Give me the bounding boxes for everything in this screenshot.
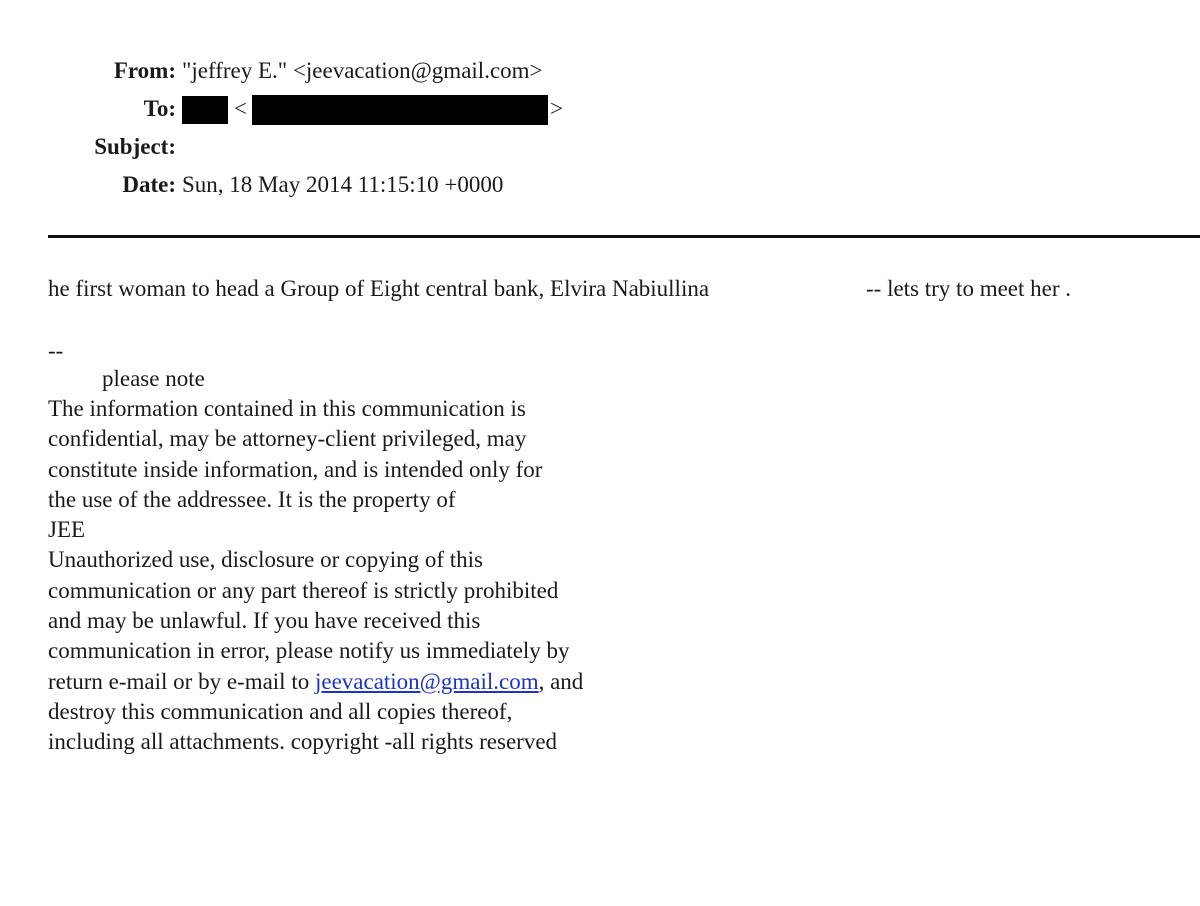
disclaimer-line: the use of the addressee. It is the property of [48,486,456,512]
date-value: Sun, 18 May 2014 11:15:10 +0000 [182,172,504,197]
message-body-text: he first woman to head a Group of Eight central bank, Elvira Nabiullina [48,276,710,301]
signature-separator: -- [48,338,64,363]
date-label: Date: [122,172,176,197]
disclaimer-link-line [48,667,583,697]
disclaimer-line: Unauthorized use, disclosure or copying of this [48,547,483,573]
disclaimer-line: constitute inside information, and is intended only for [48,456,543,482]
header-divider [48,235,1200,238]
from-value: "jeffrey E." <jeevacation@gmail.com> [182,58,543,83]
email-header [0,52,1200,204]
to-open-bracket: < [234,96,247,121]
subject-row [0,128,1200,166]
signature-note: please note [102,366,205,391]
confidentiality-disclaimer [48,394,583,758]
disclaimer-line: and may be unlawful. If you have received this [48,608,481,634]
disclaimer-line: destroy this communication and all copies thereof, [48,698,513,724]
disclaimer-line: confidential, may be attorney-client privileged, may [48,426,527,452]
to-row [0,90,1200,128]
date-row [0,166,1200,204]
link-line-suffix: , and [538,668,584,694]
link-line-prefix: return e-mail or by e-mail to [48,668,315,694]
message-body-tail: -- lets try to meet her . [866,276,1072,301]
redacted-recipient-name [182,96,228,124]
to-label: To: [143,96,176,121]
redacted-recipient-email [252,95,548,125]
to-close-bracket: > [550,96,563,121]
disclaimer-line: communication or any part thereof is strictly prohibited [48,577,559,603]
disclaimer-line: including all attachments. copyright -all rights reserved [48,729,558,755]
from-label: From: [113,58,176,83]
subject-label: Subject: [94,134,176,159]
disclaimer-line: communication in error, please notify us immediately by [48,638,570,664]
disclaimer-line: The information contained in this communication is [48,396,526,421]
disclaimer-line: JEE [48,517,86,543]
email-link[interactable]: jeevacation@gmail.com [314,668,539,694]
from-row [0,52,1200,90]
